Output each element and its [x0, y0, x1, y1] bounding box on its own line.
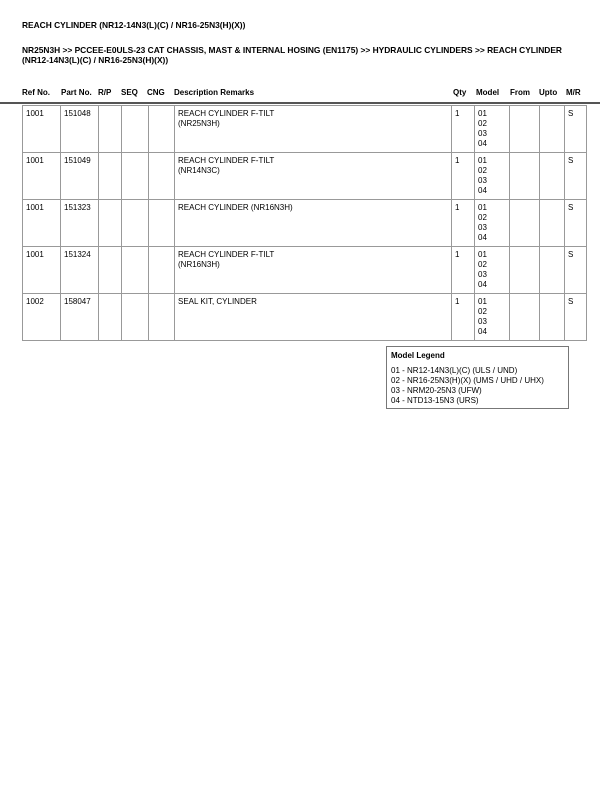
model-code: 02 [478, 213, 487, 222]
model-code: 04 [478, 233, 487, 242]
column-header: M/R [566, 88, 581, 97]
part-no-cell [61, 294, 99, 341]
part-no-cell [61, 106, 99, 153]
seq-cell [122, 106, 149, 153]
ref-no-cell [23, 106, 61, 153]
model-code: 03 [478, 176, 487, 185]
qty: 1 [455, 156, 460, 165]
mr-cell [565, 106, 587, 153]
from-cell [510, 200, 540, 247]
part-no: 151048 [64, 109, 91, 118]
part-no: 151323 [64, 203, 91, 212]
ref-no-cell [23, 247, 61, 294]
description-cell [175, 247, 452, 294]
legend-title: Model Legend [391, 351, 445, 360]
model-code: 01 [478, 156, 487, 165]
description-cell [175, 200, 452, 247]
mr-cell [565, 200, 587, 247]
rp-cell [99, 247, 122, 294]
legend-item: 01 - NR12-14N3(L)(C) (ULS / UND) [391, 366, 518, 375]
model-cell [475, 200, 510, 247]
from-cell [510, 294, 540, 341]
column-header: CNG [147, 88, 165, 97]
model-code: 03 [478, 317, 487, 326]
part-no: 151324 [64, 250, 91, 259]
column-header: Upto [539, 88, 558, 97]
model-code: 02 [478, 260, 487, 269]
description-cell [175, 106, 452, 153]
column-header: Part No. [61, 88, 92, 97]
part-no-cell [61, 200, 99, 247]
column-header: Description Remarks [174, 88, 255, 97]
mr: S [568, 156, 574, 165]
from-cell [510, 247, 540, 294]
model-code: 02 [478, 166, 487, 175]
description: REACH CYLINDER (NR16N3H) [178, 203, 293, 212]
table-row [23, 200, 587, 247]
cng-cell [149, 106, 175, 153]
upto-cell [540, 294, 565, 341]
qty-cell [452, 294, 475, 341]
upto-cell [540, 200, 565, 247]
page-title: REACH CYLINDER (NR12-14N3(L)(C) / NR16-25N3(H)(X)) [22, 20, 246, 30]
legend-item: 04 - NTD13-15N3 (URS) [391, 396, 479, 405]
table-row [23, 106, 587, 153]
upto-cell [540, 153, 565, 200]
qty: 1 [455, 109, 460, 118]
description-cell [175, 294, 452, 341]
model-code: 04 [478, 327, 487, 336]
header-divider [0, 102, 600, 104]
remarks: (NR14N3C) [178, 166, 220, 175]
model-code: 01 [478, 297, 487, 306]
mr-cell [565, 294, 587, 341]
parts-table [22, 105, 587, 341]
model-code: 03 [478, 270, 487, 279]
description: REACH CYLINDER F-TILT [178, 250, 275, 259]
model-code: 01 [478, 109, 487, 118]
model-code: 04 [478, 280, 487, 289]
cng-cell [149, 153, 175, 200]
column-header: R/P [98, 88, 112, 97]
qty: 1 [455, 203, 460, 212]
part-no: 151049 [64, 156, 91, 165]
column-header: SEQ [121, 88, 138, 97]
ref-no: 1002 [26, 297, 44, 306]
remarks: (NR25N3H) [178, 119, 220, 128]
mr: S [568, 203, 574, 212]
qty-cell [452, 200, 475, 247]
model-cell [475, 153, 510, 200]
seq-cell [122, 247, 149, 294]
column-header: Qty [453, 88, 467, 97]
model-legend [386, 346, 569, 409]
model-cell [475, 106, 510, 153]
cng-cell [149, 294, 175, 341]
cng-cell [149, 247, 175, 294]
mr: S [568, 297, 574, 306]
legend-item: 02 - NR16-25N3(H)(X) (UMS / UHD / UHX) [391, 376, 544, 385]
description-cell [175, 153, 452, 200]
mr: S [568, 109, 574, 118]
description: SEAL KIT, CYLINDER [178, 297, 257, 306]
model-code: 04 [478, 139, 487, 148]
ref-no: 1001 [26, 109, 44, 118]
part-no-cell [61, 247, 99, 294]
description: REACH CYLINDER F-TILT [178, 109, 275, 118]
column-header: From [510, 88, 530, 97]
ref-no-cell [23, 153, 61, 200]
model-cell [475, 247, 510, 294]
mr: S [568, 250, 574, 259]
remarks: (NR16N3H) [178, 260, 220, 269]
column-header: Model [476, 88, 500, 97]
model-code: 03 [478, 129, 487, 138]
legend-item: 03 - NRM20-25N3 (UFW) [391, 386, 482, 395]
model-code: 01 [478, 250, 487, 259]
seq-cell [122, 294, 149, 341]
rp-cell [99, 200, 122, 247]
cng-cell [149, 200, 175, 247]
rp-cell [99, 294, 122, 341]
ref-no: 1001 [26, 156, 44, 165]
upto-cell [540, 247, 565, 294]
column-header: Ref No. [22, 88, 50, 97]
qty: 1 [455, 250, 460, 259]
ref-no: 1001 [26, 250, 44, 259]
qty-cell [452, 106, 475, 153]
rp-cell [99, 106, 122, 153]
model-code: 03 [478, 223, 487, 232]
ref-no: 1001 [26, 203, 44, 212]
table-row [23, 247, 587, 294]
rp-cell [99, 153, 122, 200]
model-cell [475, 294, 510, 341]
ref-no-cell [23, 200, 61, 247]
qty: 1 [455, 297, 460, 306]
model-code: 02 [478, 119, 487, 128]
from-cell [510, 106, 540, 153]
upto-cell [540, 106, 565, 153]
qty-cell [452, 247, 475, 294]
seq-cell [122, 153, 149, 200]
model-code: 04 [478, 186, 487, 195]
description: REACH CYLINDER F-TILT [178, 156, 275, 165]
part-no-cell [61, 153, 99, 200]
ref-no-cell [23, 294, 61, 341]
from-cell [510, 153, 540, 200]
seq-cell [122, 200, 149, 247]
mr-cell [565, 153, 587, 200]
model-code: 01 [478, 203, 487, 212]
table-row [23, 153, 587, 200]
mr-cell [565, 247, 587, 294]
breadcrumb: NR25N3H >> PCCEE-E0ULS-23 CAT CHASSIS, MAST & INTERNAL HOSING (EN1175) >> HYDRAULIC CYLINDERS >> REACH CYLINDER (NR12-14N3(L)(C) / NR16-25N3(H)(X)) [22, 45, 562, 65]
qty-cell [452, 153, 475, 200]
table-row [23, 294, 587, 341]
model-code: 02 [478, 307, 487, 316]
part-no: 158047 [64, 297, 91, 306]
